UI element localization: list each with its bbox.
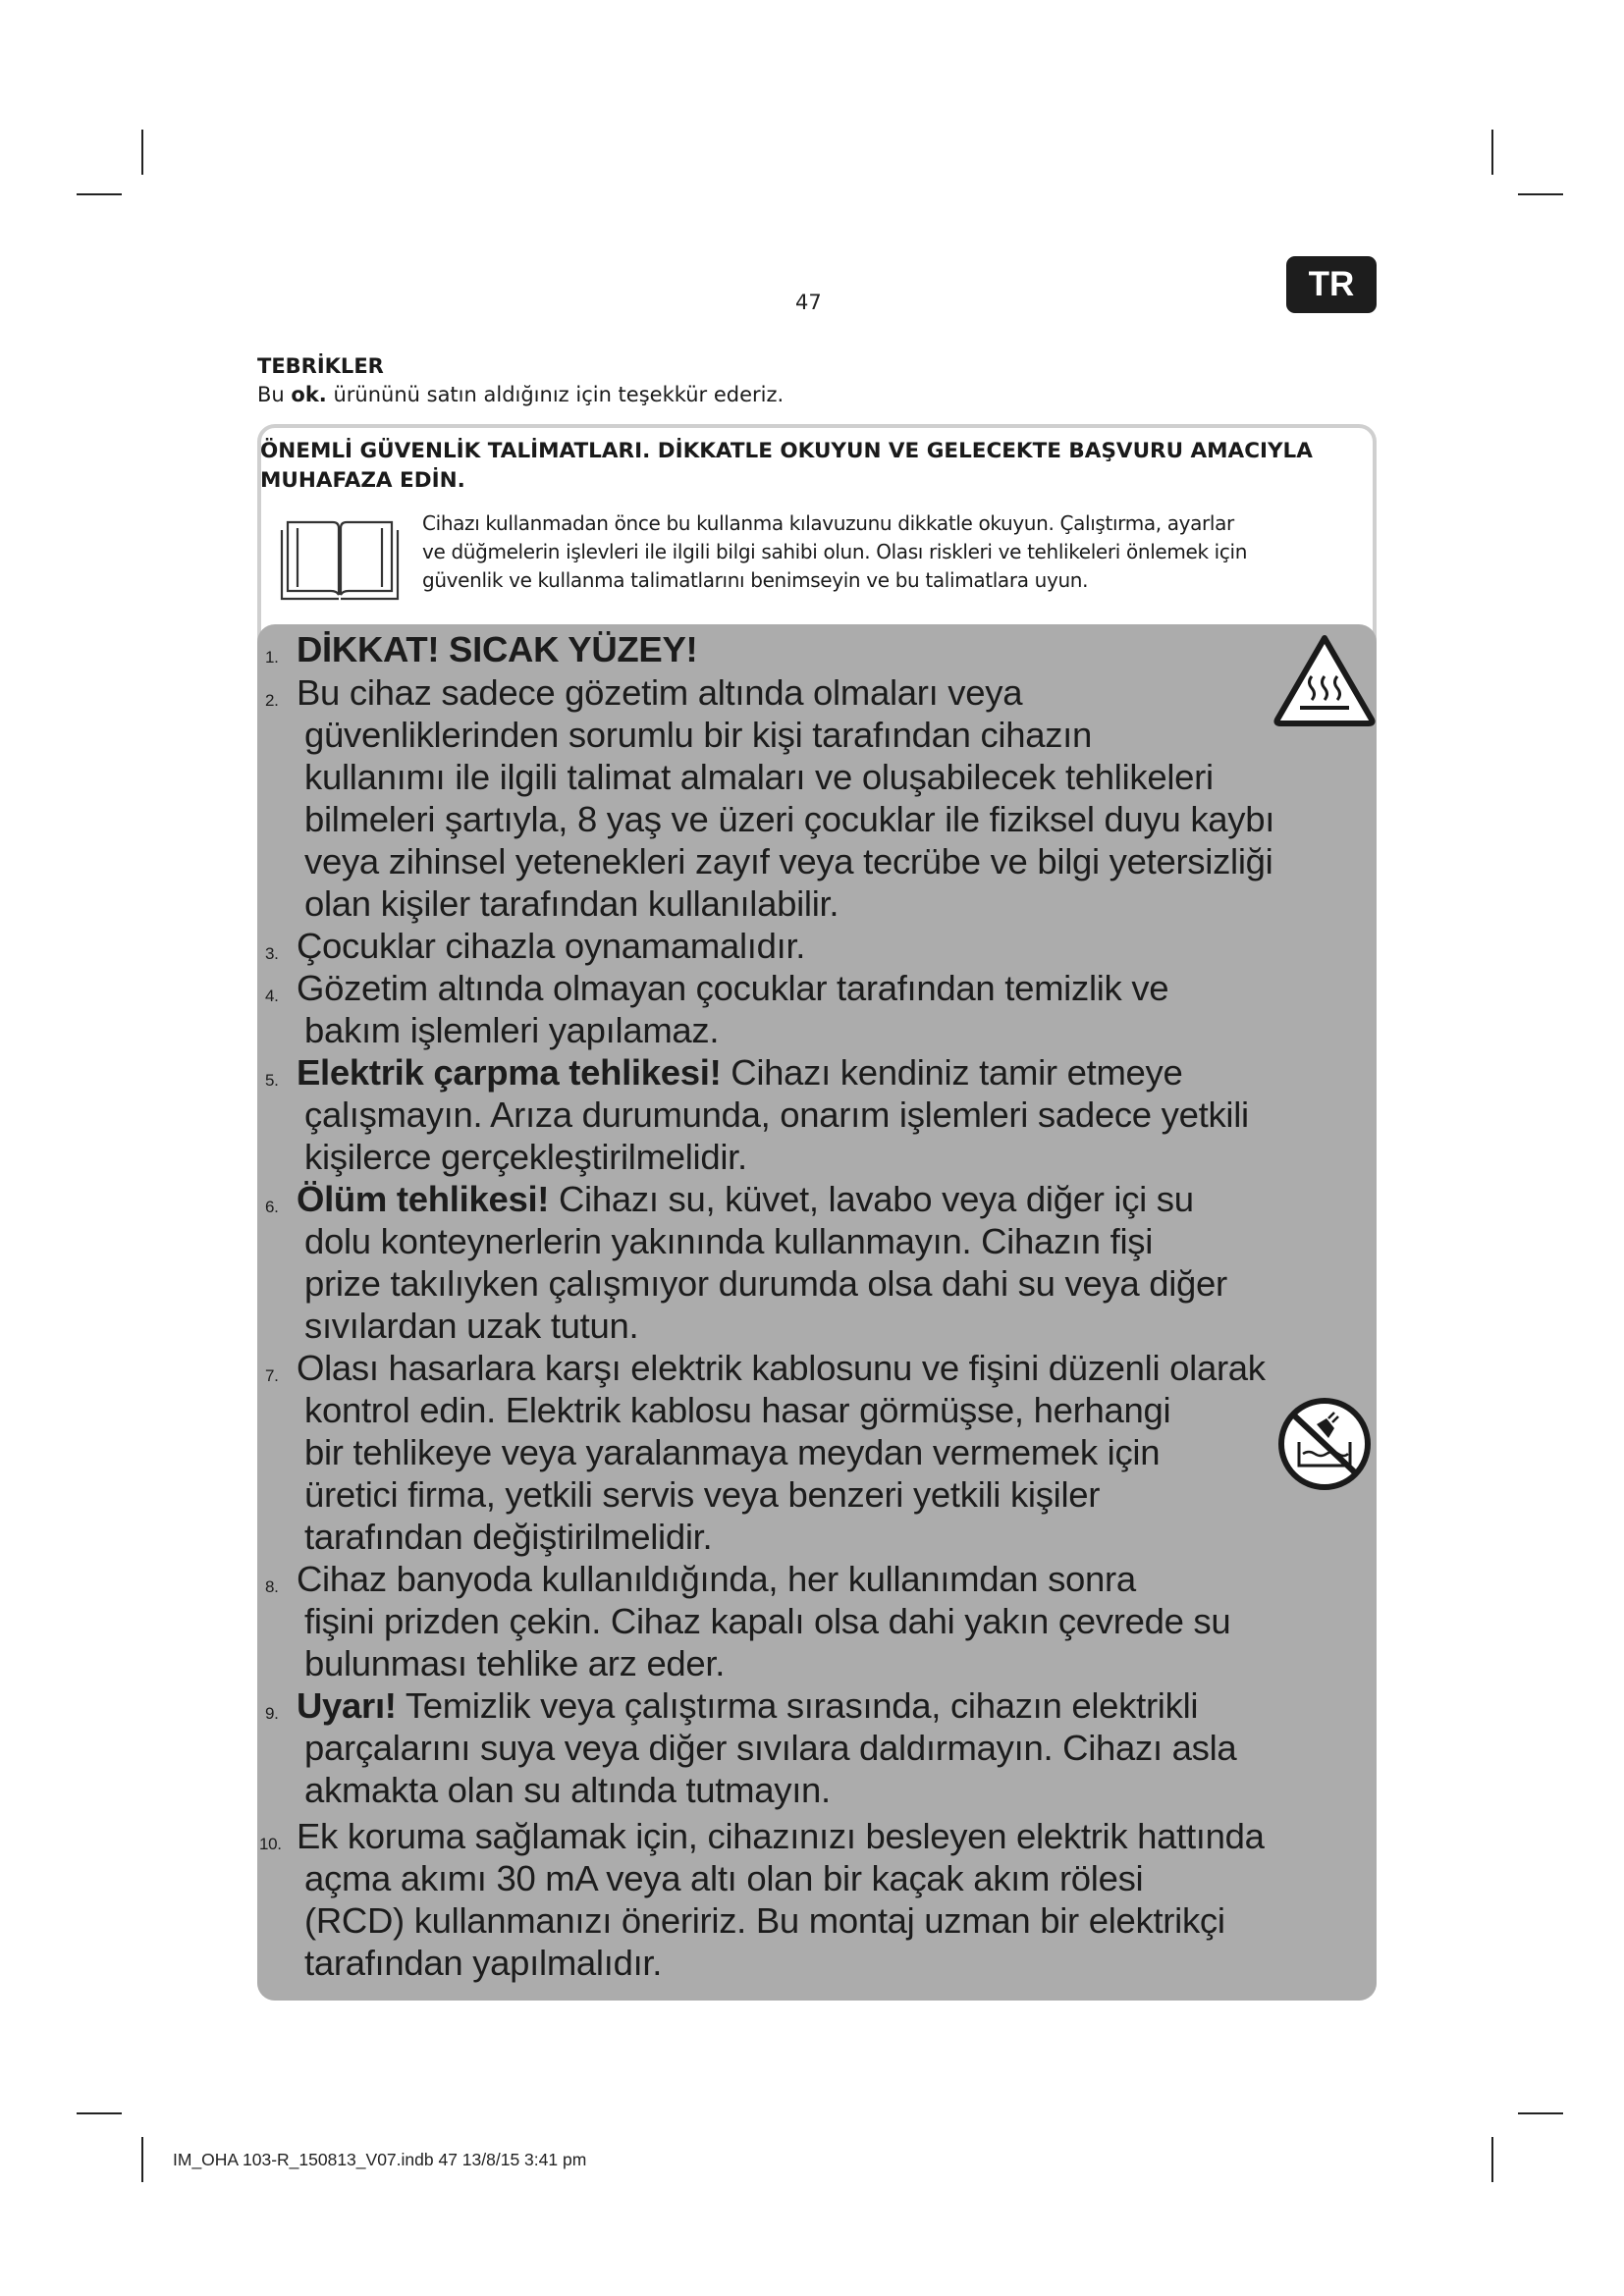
warning-item — [259, 1558, 1274, 1684]
warning-line: üretici firma, yetkili servis veya benzeri yetkili kişiler — [304, 1474, 1101, 1515]
warning-item — [259, 671, 1274, 925]
warning-line: olan kişiler tarafından kullanılabilir. — [304, 883, 839, 924]
warning-number: 9. — [265, 1704, 279, 1723]
warning-line: akmakta olan su altında tutmayın. — [304, 1770, 831, 1810]
congrats-title: TEBRİKLER — [257, 354, 384, 378]
safety-intro — [422, 509, 1365, 595]
no-water-icon — [1277, 1397, 1372, 1495]
warning-item — [259, 1347, 1274, 1558]
warning-line: sıvılardan uzak tutun. — [304, 1306, 639, 1346]
warning-item — [259, 628, 1274, 670]
warning-line: tarafından yapılmalıdır. — [304, 1943, 663, 1983]
warning-number: 2. — [265, 691, 279, 710]
crop-mark — [77, 2112, 122, 2114]
warning-text: Cihazı su, küvet, lavabo veya diğer içi su — [549, 1179, 1194, 1219]
warning-line: fişini prizden çekin. Cihaz kapalı olsa dahi yakın çevrede su — [304, 1601, 1231, 1641]
warning-line: tarafından değiştirilmelidir. — [304, 1517, 713, 1557]
warning-text: Temizlik veya çalıştırma sırasında, cihazın elektrikli — [396, 1685, 1199, 1726]
warning-line: Bu cihaz sadece gözetim altında olmaları veya — [297, 672, 1023, 713]
warning-number: 3. — [265, 944, 279, 963]
warning-line: çalışmayın. Arıza durumunda, onarım işlemleri sadece yetkili — [304, 1095, 1249, 1135]
warning-line: bulunması tehlike arz eder. — [304, 1643, 726, 1683]
warning-number: 8. — [265, 1577, 279, 1596]
warning-item — [259, 1815, 1274, 1984]
warning-number: 10. — [259, 1835, 282, 1853]
print-info: IM_OHA 103-R_150813_V07.indb 47 13/8/15 3:41 pm — [173, 2150, 587, 2169]
language-badge: TR — [1286, 256, 1377, 313]
warning-item — [259, 1178, 1274, 1347]
open-book-icon — [278, 508, 402, 607]
warning-line: Cihaz banyoda kullanıldığında, her kullanımdan sonra — [297, 1559, 1136, 1599]
warning-text: Cihazı kendiniz tamir etmeye — [721, 1052, 1183, 1093]
warning-line: Olası hasarlara karşı elektrik kablosunu ve fişini düzenli olarak — [297, 1348, 1266, 1388]
warning-line: Gözetim altında olmayan çocuklar tarafından temizlik ve — [297, 968, 1169, 1008]
warning-line — [297, 1178, 1274, 1220]
warning-item — [259, 925, 1274, 967]
warning-line: bakım işlemleri yapılamaz. — [304, 1010, 720, 1050]
warning-line — [297, 1051, 1274, 1094]
warning-bold: Uyarı! — [297, 1685, 397, 1726]
congrats-prefix: Bu — [257, 383, 292, 406]
intro-line: Cihazı kullanmadan önce bu kullanma kılavuzunu dikkatle okuyun. Çalıştırma, ayarlar — [422, 511, 1234, 535]
warning-line: bilmeleri şartıyla, 8 yaş ve üzeri çocuklar ile fiziksel duyu kaybı — [304, 799, 1275, 839]
safety-heading-line: MUHAFAZA EDİN. — [260, 468, 465, 493]
congrats-text — [257, 383, 784, 406]
crop-mark — [1491, 130, 1493, 175]
warning-line: kontrol edin. Elektrik kablosu hasar görmüşse, herhangi — [304, 1390, 1171, 1430]
warning-number: 4. — [265, 987, 279, 1005]
warning-item — [259, 967, 1274, 1051]
warning-line: güvenliklerinden sorumlu bir kişi tarafından cihazın — [304, 715, 1093, 755]
warning-number: 1. — [265, 648, 279, 667]
warning-line — [297, 1684, 1274, 1727]
warning-line: parçalarını suya veya diğer sıvılara daldırmayın. Cihazı asla — [304, 1728, 1237, 1768]
hot-surface-warning-icon — [1272, 633, 1377, 731]
crop-mark — [1518, 2112, 1563, 2114]
safety-heading-line: ÖNEMLİ GÜVENLİK TALİMATLARI. DİKKATLE OKUYUN VE GELECEKTE BAŞVURU AMACIYLA — [260, 439, 1313, 463]
warning-line: (RCD) kullanmanızı öneririz. Bu montaj uzman bir elektrikçi — [304, 1900, 1225, 1941]
warning-line: dolu konteynerlerin yakınında kullanmayın. Cihazın fişi — [304, 1221, 1154, 1261]
warnings-list — [259, 628, 1274, 1984]
crop-mark — [77, 193, 122, 195]
congrats-suffix: ürününü satın aldığınız için teşekkür ederiz. — [326, 383, 785, 406]
warning-line: veya zihinsel yetenekleri zayıf veya tecrübe ve bilgi yetersizliği — [304, 841, 1273, 881]
warning-item — [259, 1684, 1274, 1811]
warning-item — [259, 1051, 1274, 1178]
crop-mark — [141, 2137, 143, 2182]
warning-line: bir tehlikeye veya yaralanmaya meydan vermemek için — [304, 1432, 1161, 1472]
warning-line: Ek koruma sağlamak için, cihazınızı besleyen elektrik hattında — [297, 1816, 1265, 1856]
crop-mark — [141, 130, 143, 175]
warning-line: açma akımı 30 mA veya altı olan bir kaçak akım rölesi — [304, 1858, 1144, 1898]
warning-bold: Elektrik çarpma tehlikesi! — [297, 1052, 722, 1093]
warning-number: 7. — [265, 1366, 279, 1385]
warning-bold: DİKKAT! SICAK YÜZEY! — [297, 629, 698, 669]
warning-line: kişilerce gerçekleştirilmelidir. — [304, 1137, 747, 1177]
warning-number: 5. — [265, 1071, 279, 1090]
brand-name: ok. — [291, 383, 327, 406]
warning-line: kullanımı ile ilgili talimat almaları ve oluşabilecek tehlikeleri — [304, 757, 1214, 797]
warning-number: 6. — [265, 1198, 279, 1216]
page-number: 47 — [795, 291, 822, 314]
warning-bold: Ölüm tehlikesi! — [297, 1179, 550, 1219]
crop-mark — [1518, 193, 1563, 195]
warning-line: Çocuklar cihazla oynamamalıdır. — [297, 926, 806, 966]
warning-line: prize takılıyken çalışmıyor durumda olsa dahi su veya diğer — [304, 1263, 1227, 1304]
crop-mark — [1491, 2137, 1493, 2182]
intro-line: ve düğmelerin işlevleri ile ilgili bilgi sahibi olun. Olası riskleri ve tehlikeleri önlemek için — [422, 540, 1248, 563]
intro-line: güvenlik ve kullanma talimatlarını benimseyin ve bu talimatlara uyun. — [422, 568, 1089, 592]
safety-heading — [260, 437, 1350, 496]
